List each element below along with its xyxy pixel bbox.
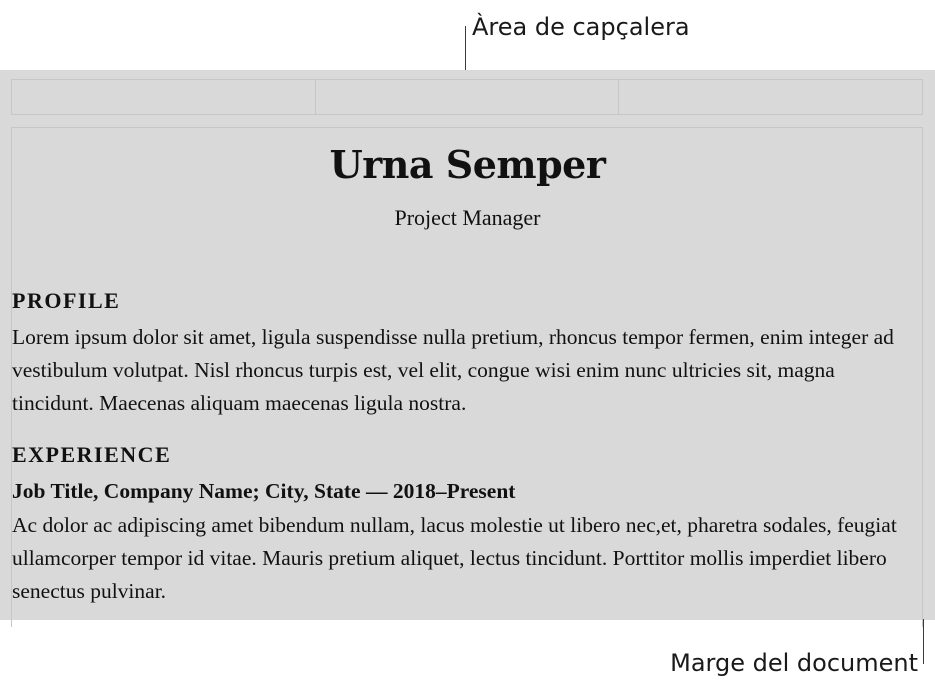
profile-heading[interactable]: PROFILE	[12, 288, 121, 313]
job-title-line[interactable]: Job Title, Company Name; City, State — 2018–Present	[12, 479, 516, 503]
header-area-callout-label: Àrea de capçalera	[472, 13, 690, 41]
header-area[interactable]	[11, 79, 923, 115]
header-cell-center[interactable]	[316, 80, 620, 114]
resume-title[interactable]: Project Manager	[394, 205, 541, 230]
experience-text[interactable]: Ac dolor ac adipiscing amet bibendum nullam, lacus molestie ut libero nec,et, pharetra sodales, feugiat ullamcorper tempor id vitae. Mauris pretium aliquet, lectus tincidunt. Porttitor mollis imperdiet libero senectus pulvinar.	[12, 513, 897, 603]
document-margin-leader-line	[923, 619, 924, 664]
experience-heading[interactable]: EXPERIENCE	[12, 442, 172, 467]
document-margin-callout-label: Marge del document	[670, 649, 918, 677]
profile-text[interactable]: Lorem ipsum dolor sit amet, ligula suspendisse nulla pretium, rhoncus tempor fermen, enim integer ad vestibulum volutpat. Nisl rhoncus turpis est, vel elit, congue wisi enim nunc ultricies sit, magna tincidunt. Maecenas aliquam maecenas ligula nostra.	[12, 325, 894, 415]
header-cell-left[interactable]	[12, 80, 316, 114]
resume-name[interactable]: Urna Semper	[329, 142, 606, 187]
header-cell-right[interactable]	[619, 80, 922, 114]
